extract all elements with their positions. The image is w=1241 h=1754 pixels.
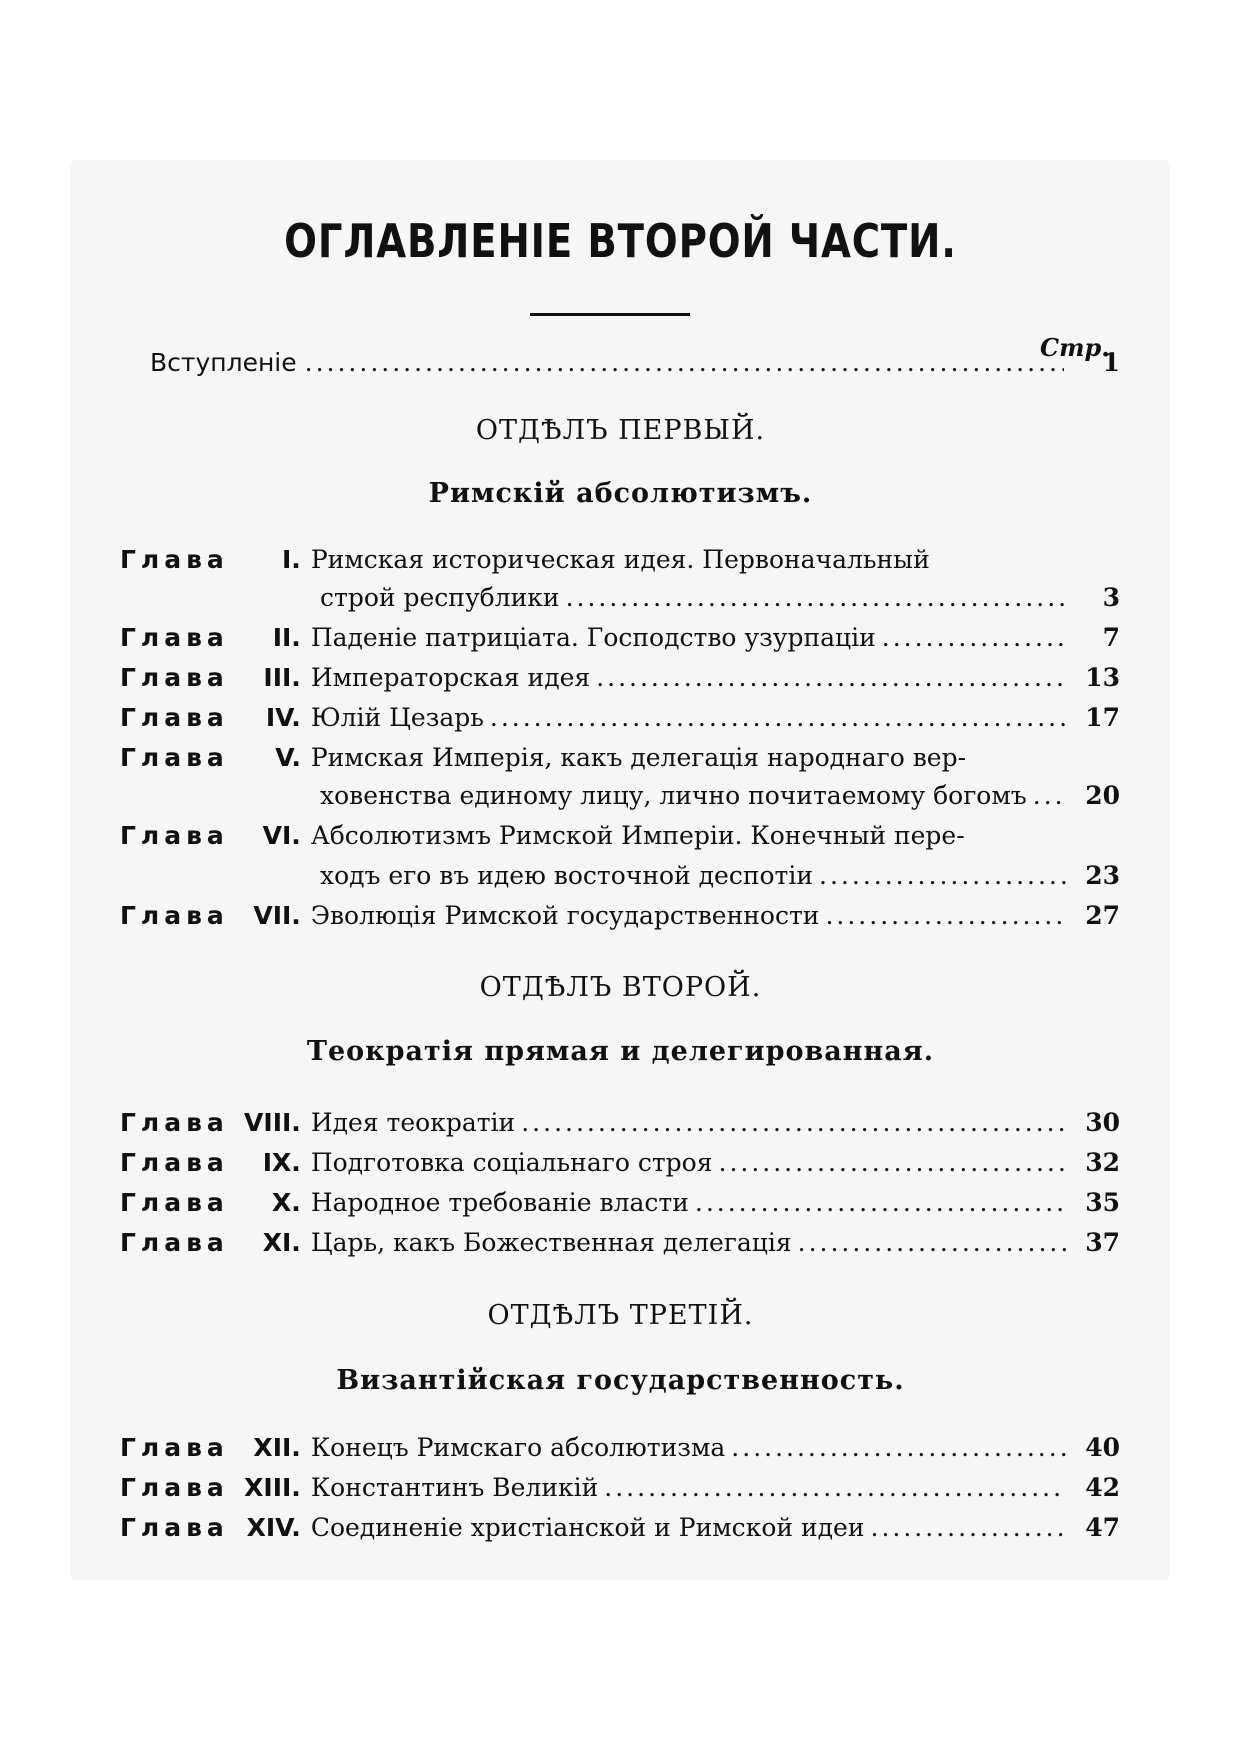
toc-entry-chapter-8[interactable]: [120, 1103, 1120, 1143]
toc-entry-text: ходъ его въ идею восточной деспотiи: [320, 861, 814, 890]
toc-entry-text: Подготовка соцiальнаго строя: [310, 1148, 713, 1177]
leader-dots: [719, 1143, 1067, 1183]
leader-dots: [695, 1183, 1066, 1223]
toc-entry-continuation[interactable]: [320, 578, 1120, 618]
chapter-label: Глава: [120, 1433, 229, 1462]
toc-entry-text: Конецъ Римскаго абсолютизма: [310, 1433, 726, 1462]
chapter-label: Глава: [120, 901, 229, 930]
chapter-label: Глава: [120, 703, 229, 732]
toc-entry-text: Юлiй Цезарь: [310, 703, 484, 732]
toc-entry-chapter-7[interactable]: [120, 896, 1120, 936]
chapter-label: Глава: [120, 623, 229, 652]
chapter-number: X.: [272, 1188, 301, 1217]
chapter-label: Глава: [120, 743, 229, 772]
chapter-number: XIII.: [244, 1473, 301, 1502]
chapter-number: VI.: [262, 821, 301, 850]
leader-dots: [305, 348, 1064, 377]
toc-entry-text: Царь, какъ Божественная делегацiя: [310, 1228, 792, 1257]
chapter-number: XII.: [253, 1433, 301, 1462]
chapter-number: V.: [275, 743, 301, 772]
chapter-label: Глава: [120, 1473, 229, 1502]
toc-page-number: 35: [1085, 1188, 1120, 1217]
chapter-label: Глава: [120, 821, 229, 850]
toc-entry-continuation[interactable]: [320, 856, 1120, 896]
toc-entry-chapter-13[interactable]: [120, 1468, 1120, 1508]
leader-dots: [566, 578, 1066, 618]
part-subtitle: Римскiй абсолютизмъ.: [428, 478, 813, 509]
toc-entry-text: Константинъ Великiй: [310, 1473, 599, 1502]
toc-entry-text: Эволюцiя Римской государственности: [310, 901, 820, 930]
toc-entry-text: Народное требованiе власти: [310, 1188, 689, 1217]
toc-page-number: 7: [1102, 623, 1120, 652]
toc-entry-text: Императорская идея: [310, 663, 591, 692]
page-column-header: Стр.: [1040, 333, 1110, 362]
chapter-number: II.: [272, 623, 301, 652]
toc-page-number: 23: [1085, 861, 1120, 890]
toc-entry-chapter-10[interactable]: [120, 1183, 1120, 1223]
leader-dots: [731, 1428, 1066, 1468]
toc-entry-chapter-1[interactable]: [120, 540, 1120, 580]
toc-entry-chapter-11[interactable]: [120, 1223, 1120, 1263]
leader-dots: [1033, 776, 1066, 816]
chapter-number: III.: [263, 663, 301, 692]
toc-entry-text: Римская историческая идея. Первоначальный: [310, 545, 930, 574]
chapter-number: IX.: [262, 1148, 301, 1177]
chapter-label: Глава: [120, 1108, 229, 1137]
toc-entry-chapter-2[interactable]: [120, 618, 1120, 658]
toc-entry-chapter-3[interactable]: [120, 658, 1120, 698]
toc-entry-chapter-6[interactable]: [120, 816, 1120, 856]
chapter-label: Глава: [120, 1513, 229, 1542]
part-subtitle: Теократiя прямая и делегированная.: [306, 1036, 935, 1067]
chapter-number: IV.: [265, 703, 301, 732]
leader-dots: [882, 618, 1066, 658]
leader-dots: [871, 1508, 1067, 1548]
chapter-label: Глава: [120, 663, 229, 692]
chapter-label: Глава: [120, 545, 229, 574]
toc-entry-chapter-12[interactable]: [120, 1428, 1120, 1468]
toc-entry-text: Соединенiе христiанской и Римской идеи: [310, 1513, 865, 1542]
toc-entry-text: Идея теократiи: [310, 1108, 516, 1137]
toc-entry-text: Римская Имперiя, какъ делегацiя народнаго вер-: [310, 743, 967, 772]
toc-entry-chapter-9[interactable]: [120, 1143, 1120, 1183]
chapter-label: Глава: [120, 1188, 229, 1217]
toc-entry-chapter-5[interactable]: [120, 738, 1120, 778]
part-heading: ОТДѢЛЪ ВТОРОЙ.: [479, 972, 762, 1003]
page-title: ОГЛАВЛЕНIЕ ВТОРОЙ ЧАСТИ.: [284, 214, 957, 268]
toc-page-number: 30: [1085, 1108, 1120, 1137]
toc-entry-chapter-4[interactable]: [120, 698, 1120, 738]
leader-dots: [521, 1103, 1066, 1143]
toc-entry-text: строй республики: [320, 583, 560, 612]
toc-page-number: 1: [1102, 348, 1120, 377]
toc-entry-text: ховенства единому лицу, лично почитаемому богомъ: [320, 781, 1027, 810]
leader-dots: [604, 1468, 1066, 1508]
leader-dots: [596, 658, 1066, 698]
toc-page-number: 47: [1085, 1513, 1120, 1542]
chapter-number: XI.: [262, 1228, 301, 1257]
toc-page-number: 42: [1085, 1473, 1120, 1502]
toc-entry-intro[interactable]: [150, 348, 1120, 377]
chapter-label: Глава: [120, 1228, 229, 1257]
toc-page-number: 32: [1085, 1148, 1120, 1177]
toc-page-number: 17: [1085, 703, 1120, 732]
toc-page-number: 20: [1085, 781, 1120, 810]
leader-dots: [825, 896, 1066, 936]
toc-page-number: 40: [1085, 1433, 1120, 1462]
chapter-number: XIV.: [246, 1513, 301, 1542]
toc-entry-chapter-14[interactable]: [120, 1508, 1120, 1548]
toc-entry-text: Абсолютизмъ Римской Имперiи. Конечный пере-: [310, 821, 965, 850]
toc-entry-text: Вступленiе: [150, 348, 297, 377]
chapter-number: I.: [282, 545, 301, 574]
part-heading: ОТДѢЛЪ ТРЕТIЙ.: [487, 1300, 754, 1331]
leader-dots: [490, 698, 1066, 738]
toc-page-number: 13: [1085, 663, 1120, 692]
title-divider: [530, 313, 690, 316]
toc-page-number: 27: [1085, 901, 1120, 930]
part-subtitle: Византiйская государственность.: [336, 1365, 905, 1396]
leader-dots: [798, 1223, 1066, 1263]
leader-dots: [819, 856, 1066, 896]
chapter-number: VII.: [253, 901, 301, 930]
toc-entry-text: Паденiе патрицiата. Господство узурпацiи: [310, 623, 876, 652]
part-heading: ОТДѢЛЪ ПЕРВЫЙ.: [475, 415, 766, 446]
toc-page-number: 37: [1085, 1228, 1120, 1257]
toc-entry-continuation[interactable]: [320, 776, 1120, 816]
chapter-number: VIII.: [244, 1108, 301, 1137]
chapter-label: Глава: [120, 1148, 229, 1177]
toc-page-number: 3: [1102, 583, 1120, 612]
